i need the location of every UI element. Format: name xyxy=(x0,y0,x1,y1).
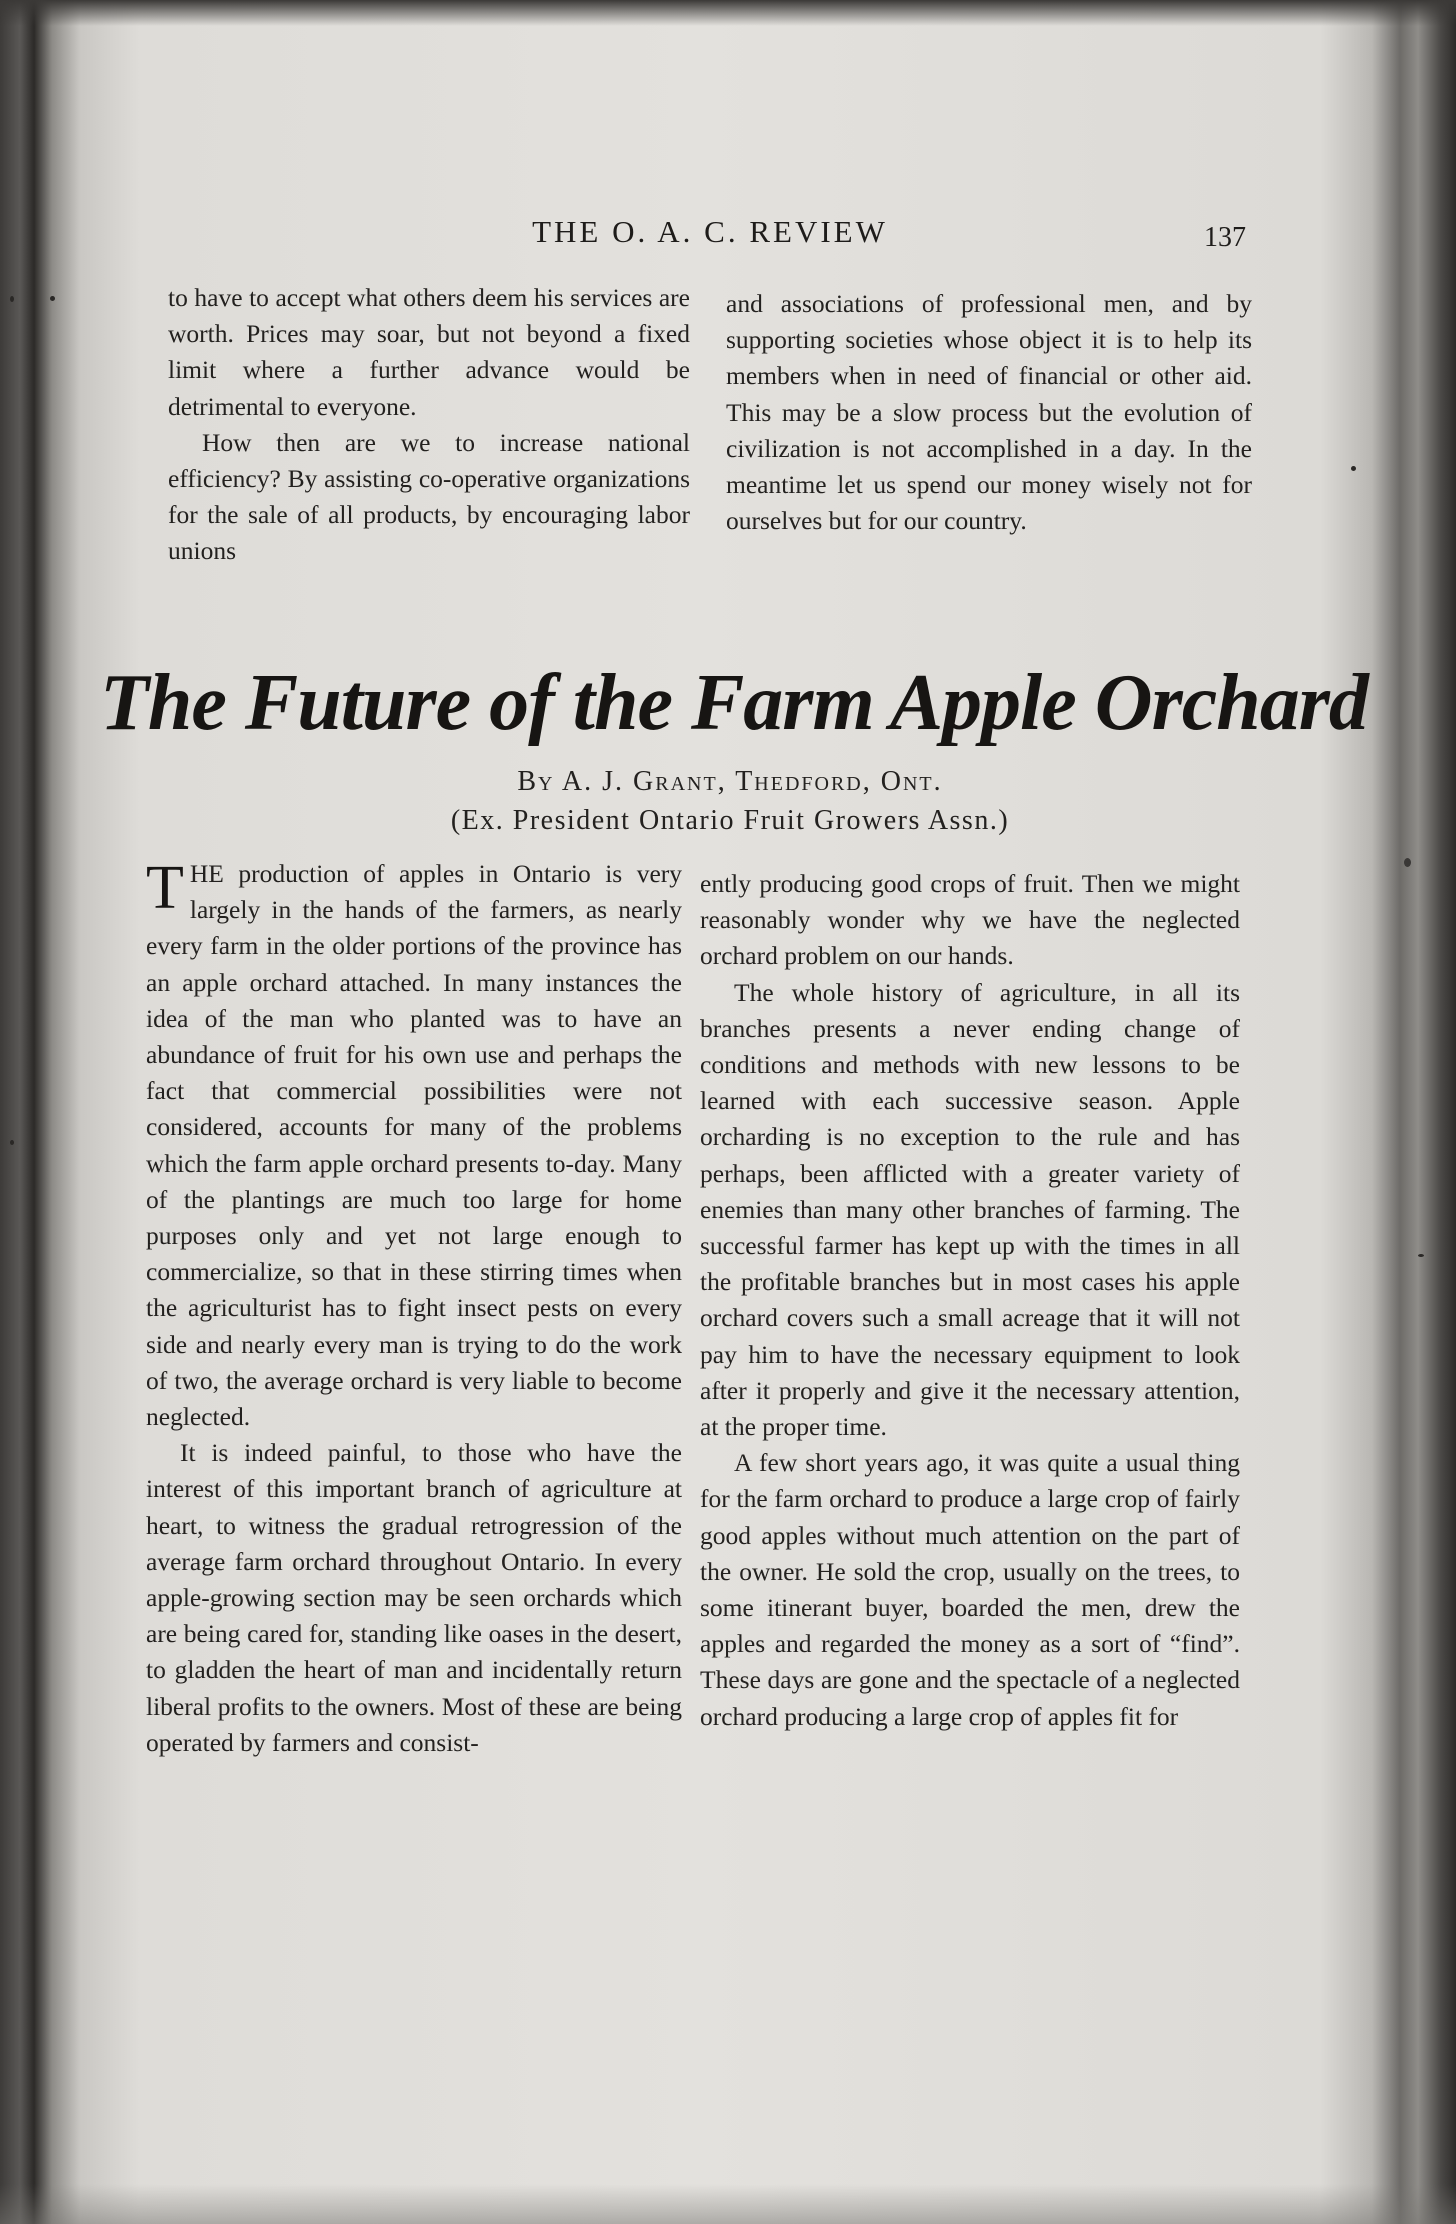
article-title: The Future of the Farm Apple Orchard xyxy=(100,659,1368,747)
scan-speck xyxy=(10,1140,14,1145)
scan-speck xyxy=(1404,858,1411,867)
paragraph: and associations of professional men, and by supporting societies whose object it is to help its members when in need of financial or other aid. This may be a slow process but the evolution of civilization is not accomplished in a day. In the meantime let us spend our money wisely not for ourselves but for our country. xyxy=(726,289,1252,536)
top-left-column xyxy=(168,280,690,570)
paragraph: It is indeed painful, to those who have the interest of this important branch of agriculture at heart, to witness the gradual retrogression of the average farm orchard throughout Ontario. In every apple-growing section may be seen orchards which are being cared for, standing like oases in the desert, to gladden the heart of man and incidentally return liberal profits to the owners. Most of these are being operated by farmers and consist- xyxy=(146,1438,682,1757)
drop-cap: T xyxy=(146,854,184,922)
article-left-column xyxy=(146,856,682,1761)
scan-bottom-shadow xyxy=(0,2184,1456,2224)
scan-speck xyxy=(1418,1254,1424,1257)
scan-speck xyxy=(1351,466,1356,471)
paragraph: A few short years ago, it was quite a usual thing for the farm orchard to produce a large crop of fairly good apples without much attention on the part of the owner. He sold the crop, usually on the trees, to some itinerant buyer, boarded the men, drew the apples and regarded the money as a sort of “find”. These days are gone and the spectacle of a neglected orchard producing a large crop of apples fit for xyxy=(700,1448,1240,1731)
paragraph: How then are we to increase national efficiency? By assisting co-operative organizations for the sale of all products, by encouraging labor unions xyxy=(168,427,690,566)
top-right-column xyxy=(726,286,1252,539)
article-byline: By A. J. Grant, Thedford, Ont. xyxy=(517,766,943,797)
running-head-title: THE O. A. C. REVIEW xyxy=(532,214,888,249)
scan-speck xyxy=(50,296,55,301)
scan-speck xyxy=(10,296,14,302)
author-affiliation: (Ex. President Ontario Fruit Growers Assn.) xyxy=(450,805,1010,836)
paragraph: to have to accept what others deem his services are worth. Prices may soar, but not beyond a fixed limit where a further advance would be detrimental to everyone. xyxy=(168,283,690,421)
opening-paragraph-text: HE production of apples in Ontario is very largely in the hands of the farmers, as nearly every farm in the older portions of the province has an apple orchard attached. In many instances the idea of the man who planted was to have an abundance of fruit for his own use and perhaps the fact that commercial possibilities were not considered, accounts for many of the problems which the farm apple orchard presents to-day. Many of the plantings are much too large for home purposes only and yet not large enough to commercialize, so that in these stirring times when the agriculturist has to fight insect pests on every side and nearly every man is trying to do the work of two, the average orchard is very liable to become neglected. xyxy=(146,859,682,1432)
article-right-column xyxy=(700,866,1240,1735)
opening-paragraph xyxy=(146,856,682,1435)
scan-top-shadow xyxy=(0,0,1456,26)
paragraph: The whole history of agriculture, in all its branches presents a never ending change of conditions and methods with new lessons to be learned with each successive season. Apple orcharding is no exception to the rule and has perhaps, been afflicted with a greater variety of enemies than many other branches of farming. The successful farmer has kept up with the times in all the profitable branches but in most cases his apple orchard covers such a small acreage that it will not pay him to have the necessary equipment to look after it properly and give it the necessary attention, at the proper time. xyxy=(700,977,1240,1442)
paragraph: ently producing good crops of fruit. Then we might reasonably wonder why we have the neglected orchard problem on our hands. xyxy=(700,869,1240,971)
page-number: 137 xyxy=(1204,222,1246,253)
